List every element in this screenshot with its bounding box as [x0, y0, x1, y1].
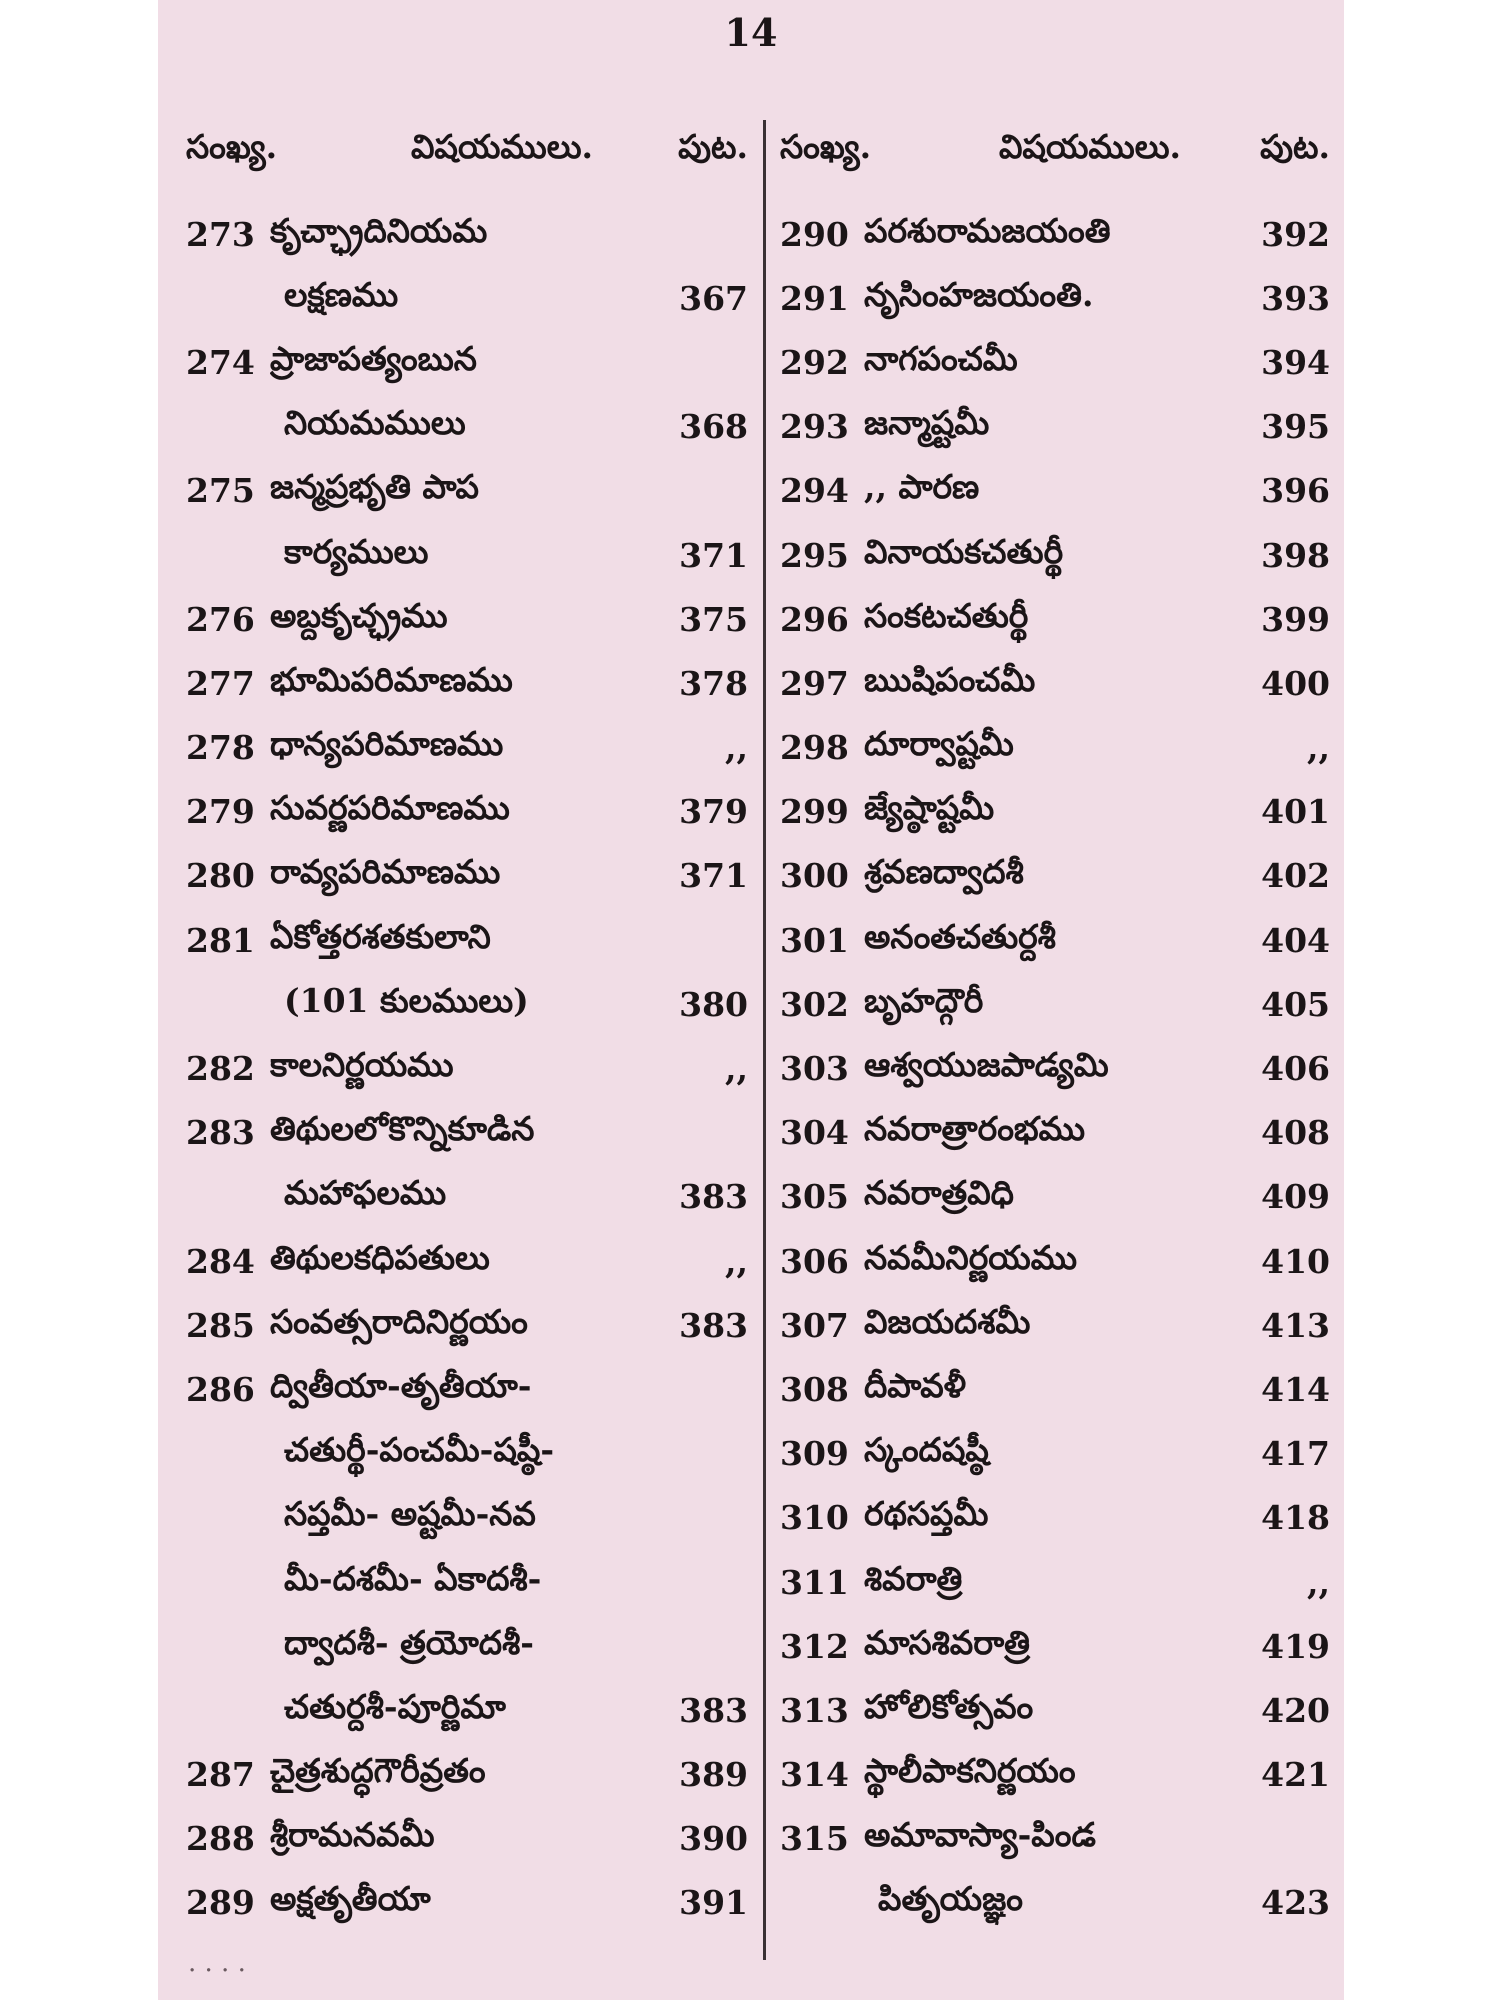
entry-page: 371	[679, 535, 748, 575]
toc-entry	[186, 1293, 748, 1357]
entry-page: 402	[1261, 856, 1330, 896]
entry-subject: బృహద్గౌరీ	[864, 980, 984, 1020]
entry-number: 276	[186, 599, 255, 639]
toc-entry	[780, 908, 1330, 972]
entry-number: 296	[780, 599, 849, 639]
header-page: పుట.	[1260, 126, 1330, 166]
toc-entry	[186, 523, 748, 587]
entry-subject: తిథులలోకొన్నికూడిన	[270, 1109, 535, 1149]
toc-entry	[780, 1229, 1330, 1293]
entry-page: ,,	[725, 1049, 748, 1089]
toc-entry	[780, 1293, 1330, 1357]
toc-entry	[186, 844, 748, 908]
toc-entry	[186, 1550, 748, 1614]
entry-number: 312	[780, 1626, 849, 1666]
entry-page: 400	[1261, 663, 1330, 703]
entry-page: 404	[1261, 920, 1330, 960]
entry-page: 375	[679, 599, 748, 639]
toc-entry	[780, 459, 1330, 523]
entry-number: 301	[780, 920, 849, 960]
entry-subject: నాగపంచమీ	[864, 338, 1018, 378]
toc-entry	[186, 1678, 748, 1742]
entry-subject: స్కందషష్ఠీ	[864, 1430, 989, 1470]
entry-subject: జన్మప్రభృతి పాప	[270, 467, 479, 507]
entry-page: 368	[679, 407, 748, 447]
entry-page: ,,	[725, 728, 748, 768]
entry-number: 291	[780, 278, 849, 318]
entry-subject: వినాయకచతుర్థీ	[864, 531, 1064, 571]
entry-subject: చతుర్థీ-పంచమీ-షష్ఠీ-	[284, 1430, 555, 1470]
entry-number: 313	[780, 1690, 849, 1730]
entry-number: 275	[186, 471, 255, 511]
toc-entry	[186, 1614, 748, 1678]
entry-page: 383	[679, 1690, 748, 1730]
entry-subject: నవమీనిర్ణయము	[864, 1237, 1078, 1277]
entry-page: 393	[1261, 278, 1330, 318]
entry-page: 421	[1261, 1755, 1330, 1795]
book-page	[158, 0, 1344, 2000]
toc-entry	[186, 780, 748, 844]
toc-entry	[780, 780, 1330, 844]
entry-page: 423	[1261, 1883, 1330, 1923]
entry-page: ,,	[1307, 1562, 1330, 1602]
entry-subject: చతుర్దశీ-పూర్ణిమా	[284, 1686, 506, 1726]
toc-entry	[780, 1678, 1330, 1742]
entry-number: 308	[780, 1369, 849, 1409]
toc-entry	[780, 1743, 1330, 1807]
entry-subject: ,, పారణ	[864, 467, 980, 507]
toc-entry	[780, 1101, 1330, 1165]
entry-page: 405	[1261, 984, 1330, 1024]
header-number: సంఖ్య.	[186, 126, 278, 166]
entry-subject: నియమములు	[284, 403, 466, 443]
entry-subject: ఆశ్వయుజపాడ్యమి	[864, 1045, 1109, 1085]
entry-subject: దీపావళీ	[864, 1365, 967, 1405]
entry-subject: భూమిపరిమాణము	[270, 659, 513, 699]
entry-page: 410	[1261, 1241, 1330, 1281]
entry-number: 315	[780, 1819, 849, 1859]
entry-subject: కాలనిర్ణయము	[270, 1045, 454, 1085]
entry-number: 299	[780, 792, 849, 832]
entry-page: 371	[679, 856, 748, 896]
toc-entry	[186, 587, 748, 651]
entry-number: 311	[780, 1562, 849, 1602]
entry-page: 392	[1261, 214, 1330, 254]
entry-page: 420	[1261, 1690, 1330, 1730]
column-divider	[763, 120, 766, 1960]
entry-subject: హోలికోత్సవం	[864, 1686, 1034, 1726]
toc-entry	[186, 1357, 748, 1421]
entry-page: 391	[679, 1883, 748, 1923]
toc-entry	[780, 1807, 1330, 1871]
toc-entry	[186, 1036, 748, 1100]
entry-subject: శ్రీరామనవమీ	[270, 1815, 435, 1855]
toc-entry	[186, 908, 748, 972]
entry-page: 379	[679, 792, 748, 832]
toc-entry	[780, 1165, 1330, 1229]
toc-entry	[780, 651, 1330, 715]
entry-subject: ఏకోత్తరశతకులాని	[270, 916, 491, 956]
entry-subject: శ్రవణద్వాదశీ	[864, 852, 1024, 892]
entry-subject: దూర్వాష్టమీ	[864, 724, 1014, 764]
left-entries	[186, 202, 748, 1935]
entry-page: 406	[1261, 1049, 1330, 1089]
toc-entry	[186, 1486, 748, 1550]
entry-number: 277	[186, 663, 255, 703]
toc-entry	[780, 1036, 1330, 1100]
toc-entry	[186, 651, 748, 715]
entry-number: 278	[186, 728, 255, 768]
entry-subject: (101 కులములు)	[284, 980, 529, 1020]
entry-page: 398	[1261, 535, 1330, 575]
toc-entry	[780, 1614, 1330, 1678]
toc-entry	[186, 972, 748, 1036]
entry-subject: రథసప్తమీ	[864, 1494, 989, 1534]
entry-number: 293	[780, 407, 849, 447]
entry-page: 399	[1261, 599, 1330, 639]
toc-entry	[186, 716, 748, 780]
toc-entry	[780, 1871, 1330, 1935]
header-number: సంఖ్య.	[780, 126, 872, 166]
entry-page: ,,	[725, 1241, 748, 1281]
entry-page: 401	[1261, 792, 1330, 832]
toc-entry	[780, 330, 1330, 394]
entry-subject: ద్వాదశీ- త్రయోదశీ-	[284, 1622, 534, 1662]
entry-subject: రావ్యపరిమాణము	[270, 852, 501, 892]
entry-subject: లక్షణము	[284, 274, 399, 314]
page-number: 14	[724, 10, 778, 55]
right-entries	[780, 202, 1330, 1935]
toc-entry	[186, 1101, 748, 1165]
entry-number: 306	[780, 1241, 849, 1281]
header-subject: విషయములు.	[410, 126, 594, 166]
entry-number: 307	[780, 1305, 849, 1345]
toc-entry	[186, 266, 748, 330]
entry-page: 414	[1261, 1369, 1330, 1409]
toc-entry	[780, 1422, 1330, 1486]
entry-page: 394	[1261, 342, 1330, 382]
entry-number: 281	[186, 920, 255, 960]
entry-subject: సప్తమీ- అష్టమీ-నవ	[284, 1494, 536, 1534]
toc-entry	[780, 587, 1330, 651]
entry-subject: కృచ్ఛ్రాదినియమ	[270, 210, 488, 250]
toc-entry	[780, 972, 1330, 1036]
entry-subject: జన్మాష్టమీ	[864, 403, 990, 443]
entry-page: 396	[1261, 471, 1330, 511]
entry-subject: తిథులకధిపతులు	[270, 1237, 490, 1277]
entry-page: 419	[1261, 1626, 1330, 1666]
entry-subject: నవరాత్రారంభము	[864, 1109, 1086, 1149]
toc-entry	[780, 523, 1330, 587]
entry-number: 289	[186, 1883, 255, 1923]
right-column	[780, 120, 1330, 1970]
footer-mark: . . . .	[188, 1948, 246, 1978]
toc-entry	[780, 1550, 1330, 1614]
left-column	[186, 120, 748, 1970]
entry-number: 298	[780, 728, 849, 768]
entry-number: 290	[780, 214, 849, 254]
entry-subject: విజయదశమీ	[864, 1301, 1031, 1341]
toc-entry	[186, 395, 748, 459]
entry-subject: సువర్ణపరిమాణము	[270, 788, 510, 828]
entry-number: 287	[186, 1755, 255, 1795]
entry-subject: మాసశివరాత్రి	[864, 1622, 1030, 1662]
entry-number: 302	[780, 984, 849, 1024]
toc-entry	[186, 1871, 748, 1935]
entry-subject: ద్వితీయా-తృతీయా-	[270, 1365, 532, 1405]
entry-subject: నృసింహజయంతి.	[864, 274, 1094, 314]
entry-number: 282	[186, 1049, 255, 1089]
entry-page: 367	[679, 278, 748, 318]
entry-number: 273	[186, 214, 255, 254]
entry-page: 383	[679, 1177, 748, 1217]
entry-subject: అక్షతృతీయా	[270, 1879, 431, 1919]
right-column-header	[780, 120, 1330, 180]
toc-entry	[780, 716, 1330, 780]
toc-entry	[780, 1486, 1330, 1550]
entry-page: ,,	[1307, 728, 1330, 768]
entry-number: 284	[186, 1241, 255, 1281]
toc-entry	[186, 1422, 748, 1486]
entry-number: 305	[780, 1177, 849, 1217]
entry-number: 279	[186, 792, 255, 832]
entry-number: 295	[780, 535, 849, 575]
entry-number: 283	[186, 1113, 255, 1153]
entry-subject: అమావాస్యా-పిండ	[864, 1815, 1096, 1855]
entry-number: 288	[186, 1819, 255, 1859]
toc-entry	[780, 202, 1330, 266]
entry-page: 417	[1261, 1434, 1330, 1474]
entry-page: 408	[1261, 1113, 1330, 1153]
header-page: పుట.	[678, 126, 748, 166]
entry-page: 380	[679, 984, 748, 1024]
entry-subject: స్థాలీపాకనిర్ణయం	[864, 1751, 1076, 1791]
toc-entry	[186, 202, 748, 266]
entry-number: 280	[186, 856, 255, 896]
entry-page: 383	[679, 1305, 748, 1345]
toc-entry	[186, 1229, 748, 1293]
entry-number: 274	[186, 342, 255, 382]
toc-entry	[186, 1165, 748, 1229]
entry-subject: ధాన్యపరిమాణము	[270, 724, 504, 764]
left-column-header	[186, 120, 748, 180]
entry-subject: చైత్రశుద్ధగౌరీవ్రతం	[270, 1751, 486, 1791]
toc-entry	[186, 1743, 748, 1807]
entry-subject: ప్రాజాపత్యంబున	[270, 338, 477, 378]
entry-subject: శివరాత్రి	[864, 1558, 963, 1598]
entry-subject: ఋషిపంచమీ	[864, 659, 1036, 699]
toc-entry	[186, 330, 748, 394]
entry-subject: పితృయజ్ఞం	[878, 1879, 1023, 1919]
header-subject: విషయములు.	[998, 126, 1182, 166]
entry-number: 292	[780, 342, 849, 382]
entry-subject: సంవత్సరాదినిర్ణయం	[270, 1301, 528, 1341]
entry-subject: అనంతచతుర్దశీ	[864, 916, 1056, 956]
entry-number: 285	[186, 1305, 255, 1345]
entry-page: 389	[679, 1755, 748, 1795]
entry-number: 297	[780, 663, 849, 703]
toc-entry	[186, 1807, 748, 1871]
entry-subject: జ్యేష్ఠాష్టమీ	[864, 788, 995, 828]
toc-entry	[780, 844, 1330, 908]
toc-entry	[186, 459, 748, 523]
toc-entry	[780, 1357, 1330, 1421]
entry-number: 304	[780, 1113, 849, 1153]
toc-entry	[780, 395, 1330, 459]
entry-subject: మీ-దశమీ- ఏకాదశీ-	[284, 1558, 542, 1598]
entry-subject: పరశురామజయంతి	[864, 210, 1111, 250]
entry-page: 413	[1261, 1305, 1330, 1345]
entry-page: 390	[679, 1819, 748, 1859]
entry-subject: కార్యములు	[284, 531, 429, 571]
entry-number: 303	[780, 1049, 849, 1089]
entry-page: 395	[1261, 407, 1330, 447]
entry-page: 378	[679, 663, 748, 703]
entry-page: 409	[1261, 1177, 1330, 1217]
entry-subject: మహాఫలము	[284, 1173, 447, 1213]
toc-entry	[780, 266, 1330, 330]
entry-subject: సంకటచతుర్థీ	[864, 595, 1029, 635]
entry-number: 309	[780, 1434, 849, 1474]
entry-number: 294	[780, 471, 849, 511]
entry-subject: నవరాత్రవిధి	[864, 1173, 1014, 1213]
entry-page: 418	[1261, 1498, 1330, 1538]
entry-number: 286	[186, 1369, 255, 1409]
entry-number: 300	[780, 856, 849, 896]
entry-number: 314	[780, 1755, 849, 1795]
entry-subject: అబ్దకృచ్ఛ్రము	[270, 595, 448, 635]
entry-number: 310	[780, 1498, 849, 1538]
